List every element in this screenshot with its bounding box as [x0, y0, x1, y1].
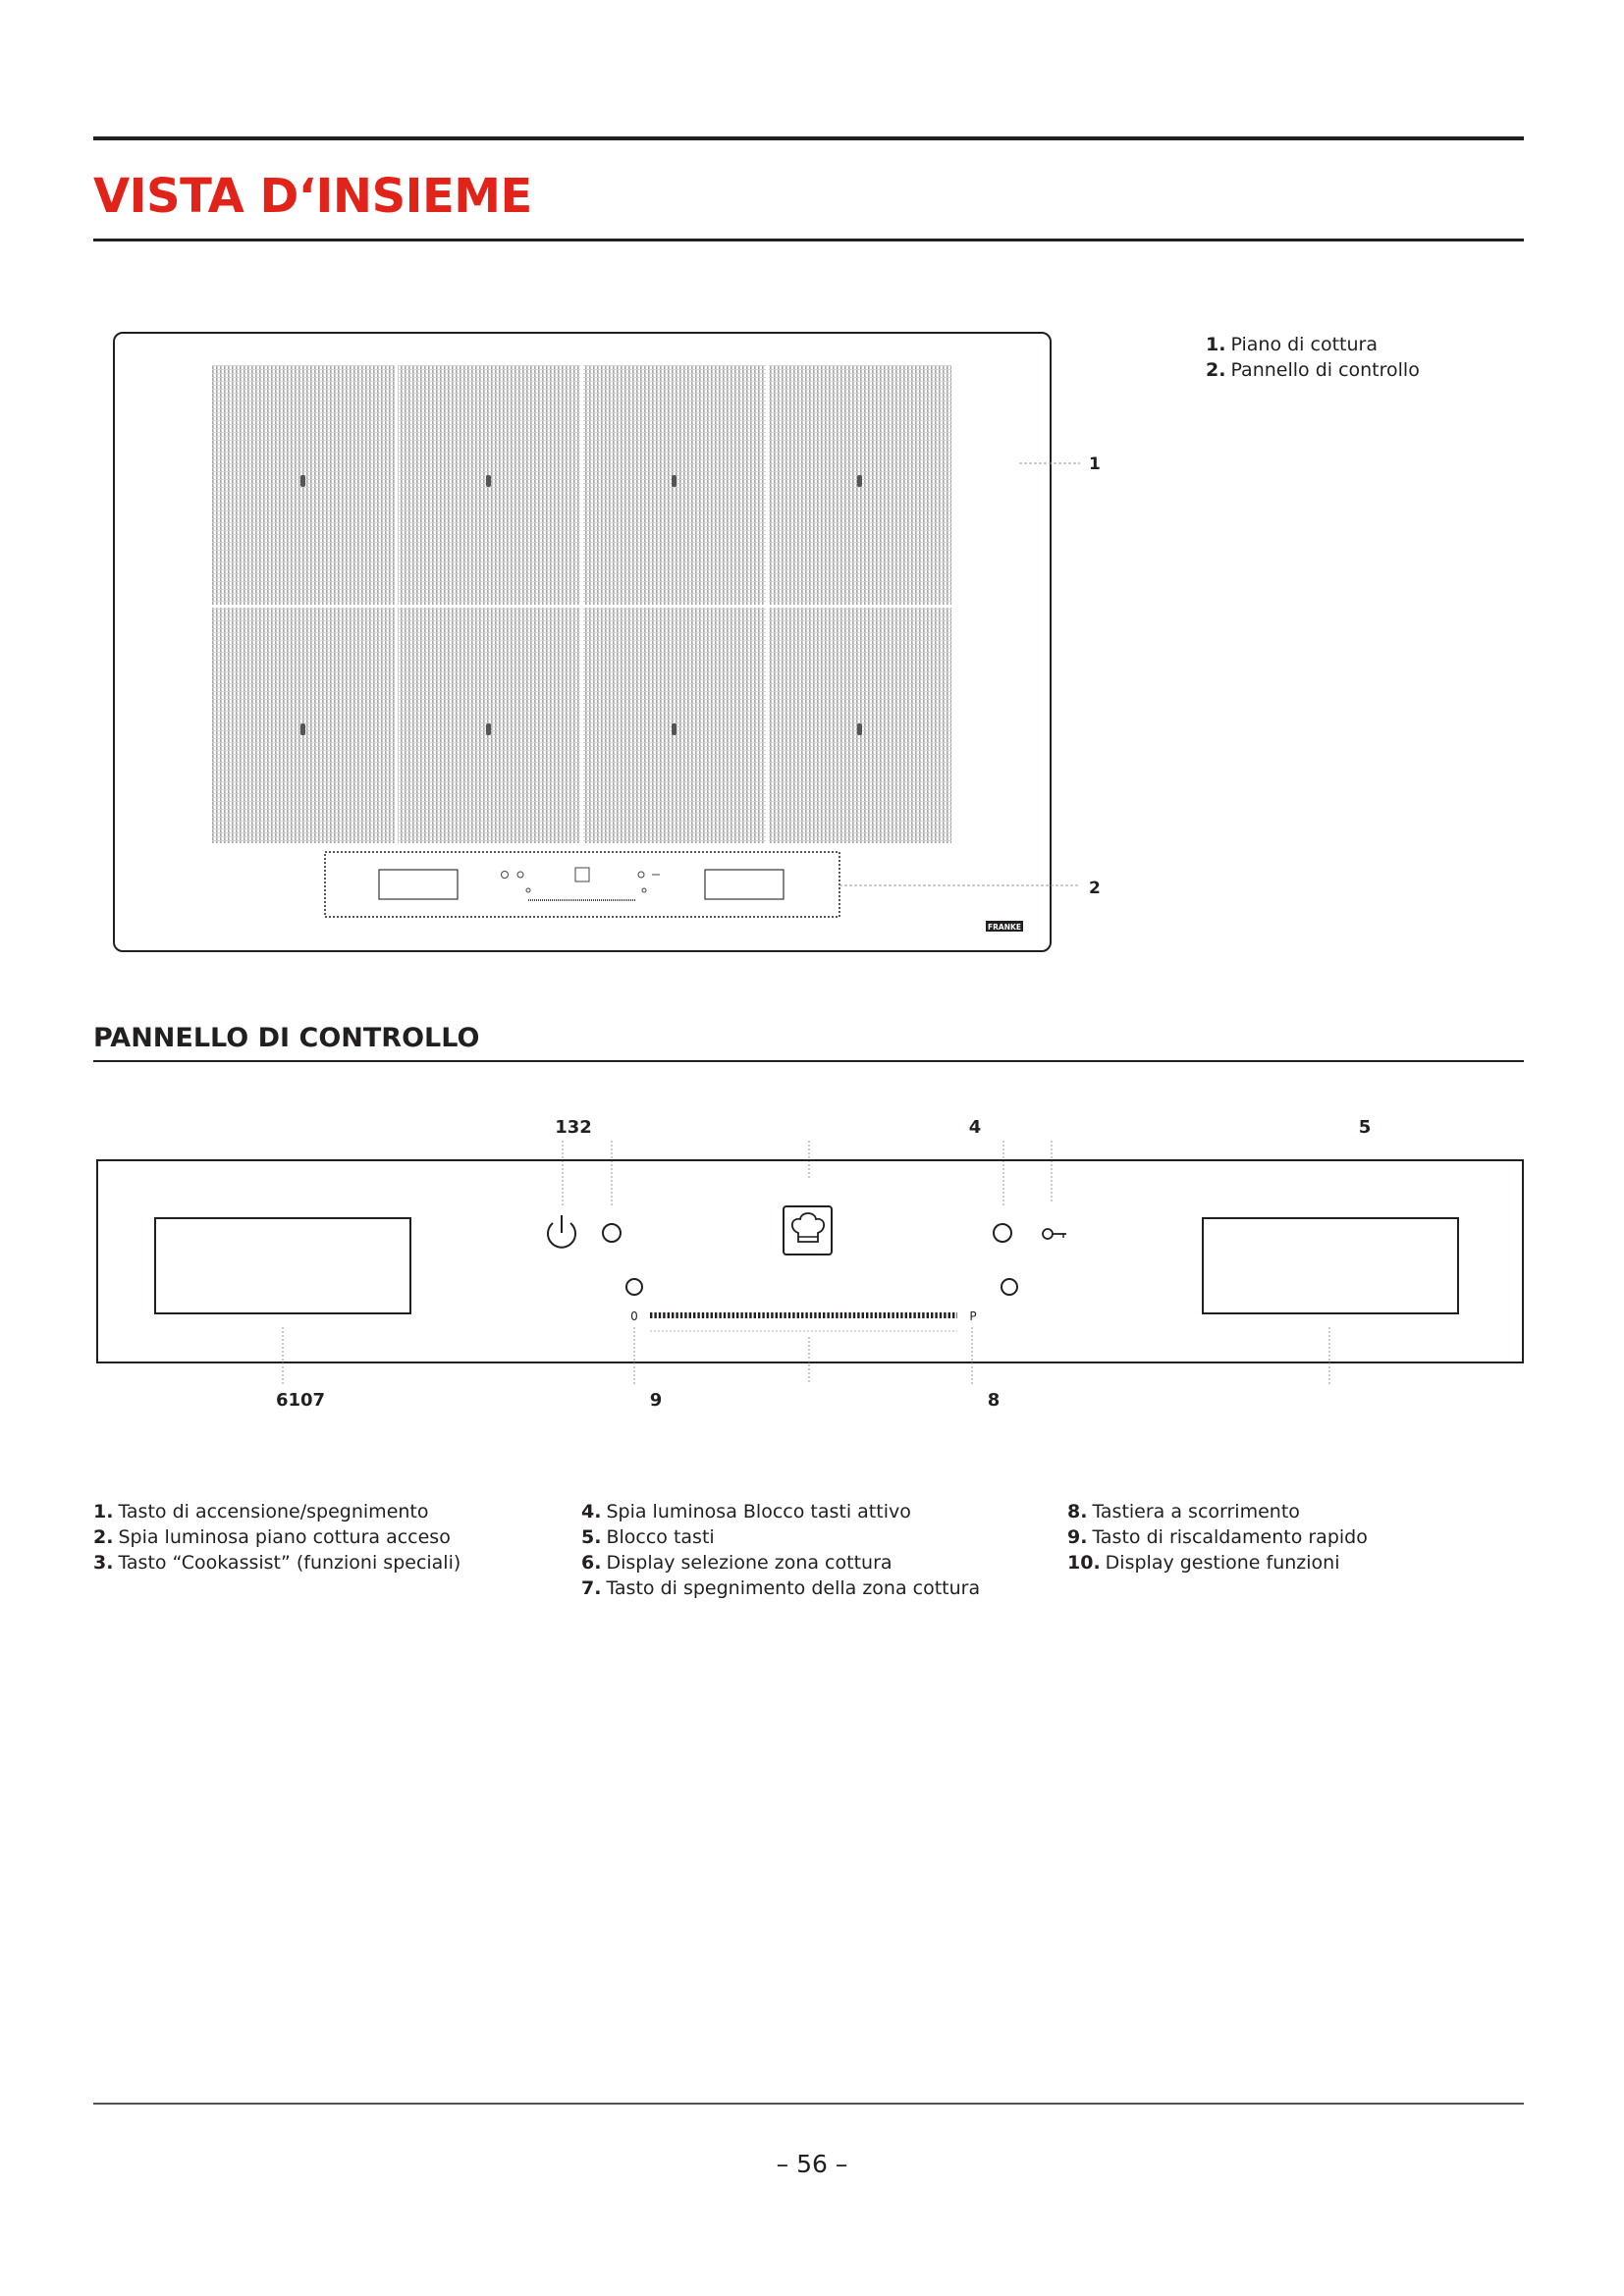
- legend-text: Tasto di riscaldamento rapido: [1092, 1526, 1368, 1548]
- legend-number: 2.: [93, 1526, 114, 1548]
- slider-start-label: 0: [630, 1309, 638, 1323]
- legend-number: 1.: [1206, 334, 1226, 355]
- legend-number: 6.: [581, 1552, 602, 1574]
- legend-number: 3.: [93, 1552, 114, 1574]
- footer-rule: [93, 2103, 1524, 2105]
- control-panel-frame: [97, 1160, 1523, 1362]
- legend-text: Tasto di accensione/spegnimento: [118, 1501, 429, 1522]
- callout-number-top: 132: [555, 1117, 592, 1138]
- legend-number: 4.: [581, 1501, 602, 1522]
- svg-text:FRANKE: FRANKE: [988, 923, 1021, 932]
- legend-text: Display gestione funzioni: [1105, 1552, 1340, 1574]
- legend-text: Tasto “Cookassist” (funzioni speciali): [118, 1552, 461, 1574]
- leader-lines-top: [563, 1141, 1052, 1207]
- section-title: PANNELLO DI CONTROLLO: [93, 1023, 480, 1053]
- legend-text: Tastiera a scorrimento: [1092, 1501, 1300, 1522]
- callout-number-top: 4: [968, 1117, 982, 1138]
- control-legend-column-2: [581, 1499, 980, 1601]
- legend-number: 5.: [581, 1526, 602, 1548]
- legend-number: 2.: [1206, 359, 1226, 381]
- legend-item: [93, 1550, 460, 1575]
- legend-text: Blocco tasti: [606, 1526, 715, 1548]
- legend-text: Tasto di spegnimento della zona cottura: [606, 1577, 981, 1599]
- legend-text: Display selezione zona cottura: [606, 1552, 893, 1574]
- callout-number-2: 2: [1089, 879, 1101, 898]
- legend-item: [1067, 1524, 1368, 1550]
- legend-number: 10.: [1067, 1552, 1101, 1574]
- key-lock-icon[interactable]: [1043, 1229, 1066, 1239]
- legend-item: [1067, 1550, 1368, 1575]
- legend-number: 1.: [93, 1501, 114, 1522]
- chef-hat-icon[interactable]: [784, 1206, 832, 1255]
- callout-number-1: 1: [1089, 454, 1101, 474]
- leader-lines-bottom: [283, 1327, 1329, 1384]
- key-lock-led-icon: [994, 1224, 1011, 1242]
- zone-selection-display: [155, 1218, 410, 1313]
- led-indicator-icon: [603, 1224, 621, 1242]
- control-legend-column-3: [1067, 1499, 1368, 1575]
- legend-text: Spia luminosa piano cottura acceso: [118, 1526, 451, 1548]
- legend-text: Spia luminosa Blocco tasti attivo: [606, 1501, 911, 1522]
- page-title: VISTA D‘INSIEME: [93, 169, 532, 224]
- control-legend-column-1: [93, 1499, 460, 1575]
- legend-item: [581, 1524, 980, 1550]
- legend-item: [1067, 1499, 1368, 1524]
- callout-number-bottom: 9: [649, 1390, 663, 1411]
- callout-number-bottom: 8: [987, 1390, 1001, 1411]
- slider-end-label: P: [969, 1309, 977, 1323]
- legend-item: [93, 1524, 460, 1550]
- legend-item: [581, 1575, 980, 1601]
- zone-off-button[interactable]: [1001, 1279, 1017, 1295]
- legend-text: Piano di cottura: [1230, 334, 1378, 355]
- rapid-heating-button[interactable]: [626, 1279, 642, 1295]
- function-display: [1203, 1218, 1458, 1313]
- legend-item: [581, 1499, 980, 1524]
- legend-number: 7.: [581, 1577, 602, 1599]
- power-icon[interactable]: [548, 1215, 575, 1248]
- legend-item: [93, 1499, 460, 1524]
- legend-number: 8.: [1067, 1501, 1088, 1522]
- callout-number-bottom: 6107: [275, 1390, 326, 1411]
- legend-text: Pannello di controllo: [1230, 359, 1420, 381]
- legend-number: 9.: [1067, 1526, 1088, 1548]
- callout-number-top: 5: [1358, 1117, 1372, 1138]
- legend-item: [581, 1550, 980, 1575]
- page-number: – 56 –: [776, 2150, 848, 2178]
